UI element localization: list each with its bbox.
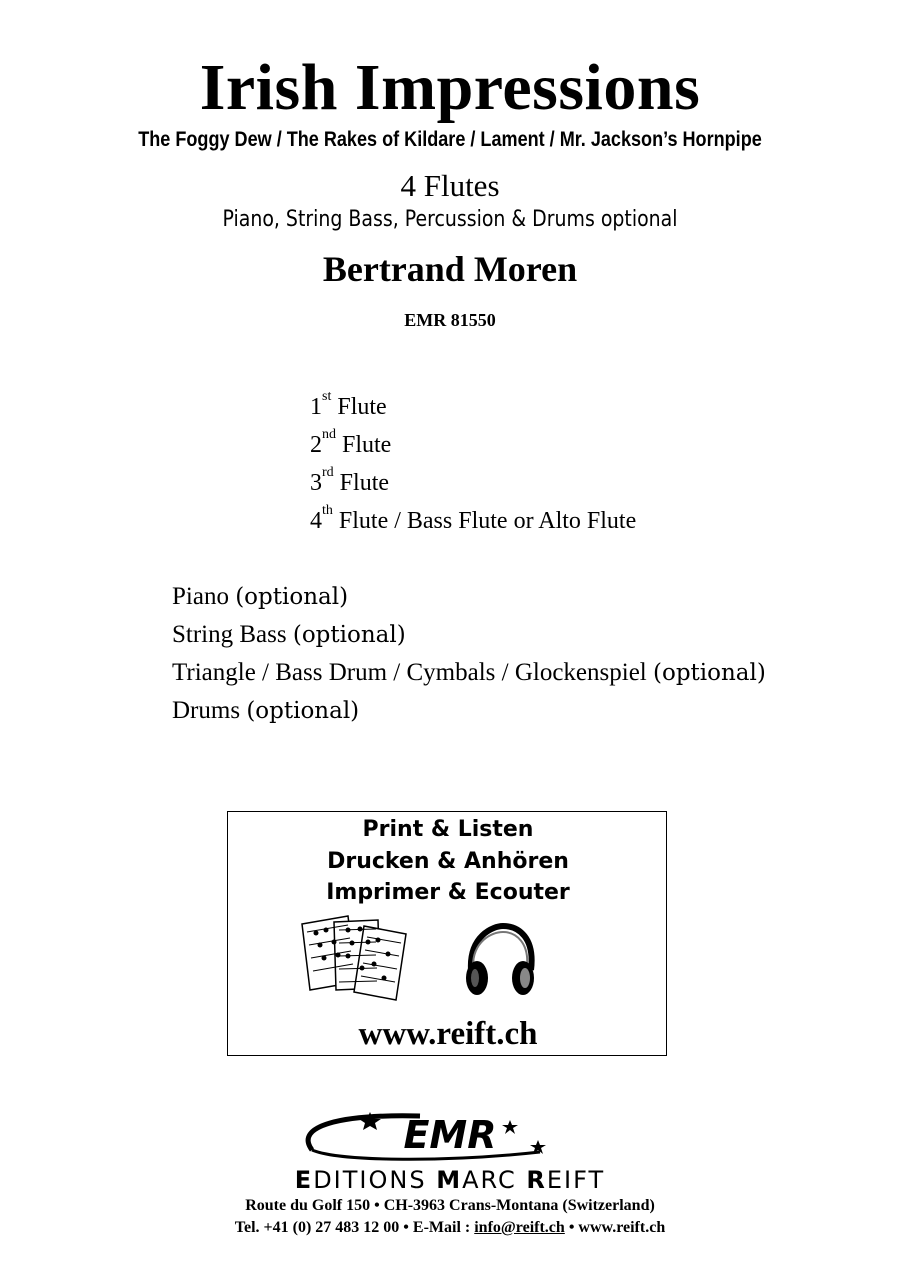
logo-text: EMR [403, 1113, 497, 1157]
optional-part-item: Drums (optional) [172, 697, 360, 724]
instrumentation: 4 Flutes [400, 168, 500, 203]
print-listen-box [227, 811, 667, 1056]
page-title: Irish Impressions [199, 51, 701, 124]
publisher-contact: Tel. +41 (0) 27 483 12 00 • E-Mail : info@reift.ch • www.reift.ch [234, 1219, 666, 1236]
part-item: 4th Flute / Bass Flute or Alto Flute [310, 503, 637, 534]
part-item: 2nd Flute [310, 427, 392, 458]
promo-line-fr: Imprimer & Ecouter [326, 880, 570, 905]
web-link[interactable]: • www.reift.ch [564, 1219, 666, 1236]
optional-part-item: Triangle / Bass Drum / Cymbals / Glockenspiel (optional) [172, 659, 766, 686]
publisher-name: EDITIONS MARC REIFT [294, 1166, 606, 1194]
promo-line-en: Print & Listen [362, 817, 534, 842]
promo-line-de: Drucken & Anhören [327, 849, 569, 874]
promo-url[interactable]: www.reift.ch [358, 1016, 538, 1052]
headphones-icon [463, 922, 538, 1002]
optional-instruments-line: Piano, String Bass, Percussion & Drums optional [222, 207, 678, 232]
part-item: 3rd Flute [310, 465, 390, 496]
sheet-music-icon [298, 912, 413, 1002]
parts-list [310, 388, 636, 540]
catalog-number: EMR 81550 [404, 310, 496, 330]
optional-parts-list [172, 578, 766, 730]
part-item: 1st Flute [310, 389, 387, 420]
email-link[interactable]: info@reift.ch [474, 1219, 565, 1236]
publisher-address: Route du Golf 150 • CH-3963 Crans-Montana (Switzerland) [245, 1197, 655, 1214]
emr-logo [300, 1110, 600, 1165]
composer: Bertrand Moren [322, 249, 578, 289]
optional-part-item: Piano (optional) [172, 583, 349, 610]
subtitle: The Foggy Dew / The Rakes of Kildare / Lament / Mr. Jackson’s Hornpipe [138, 128, 762, 151]
optional-part-item: String Bass (optional) [172, 621, 406, 648]
